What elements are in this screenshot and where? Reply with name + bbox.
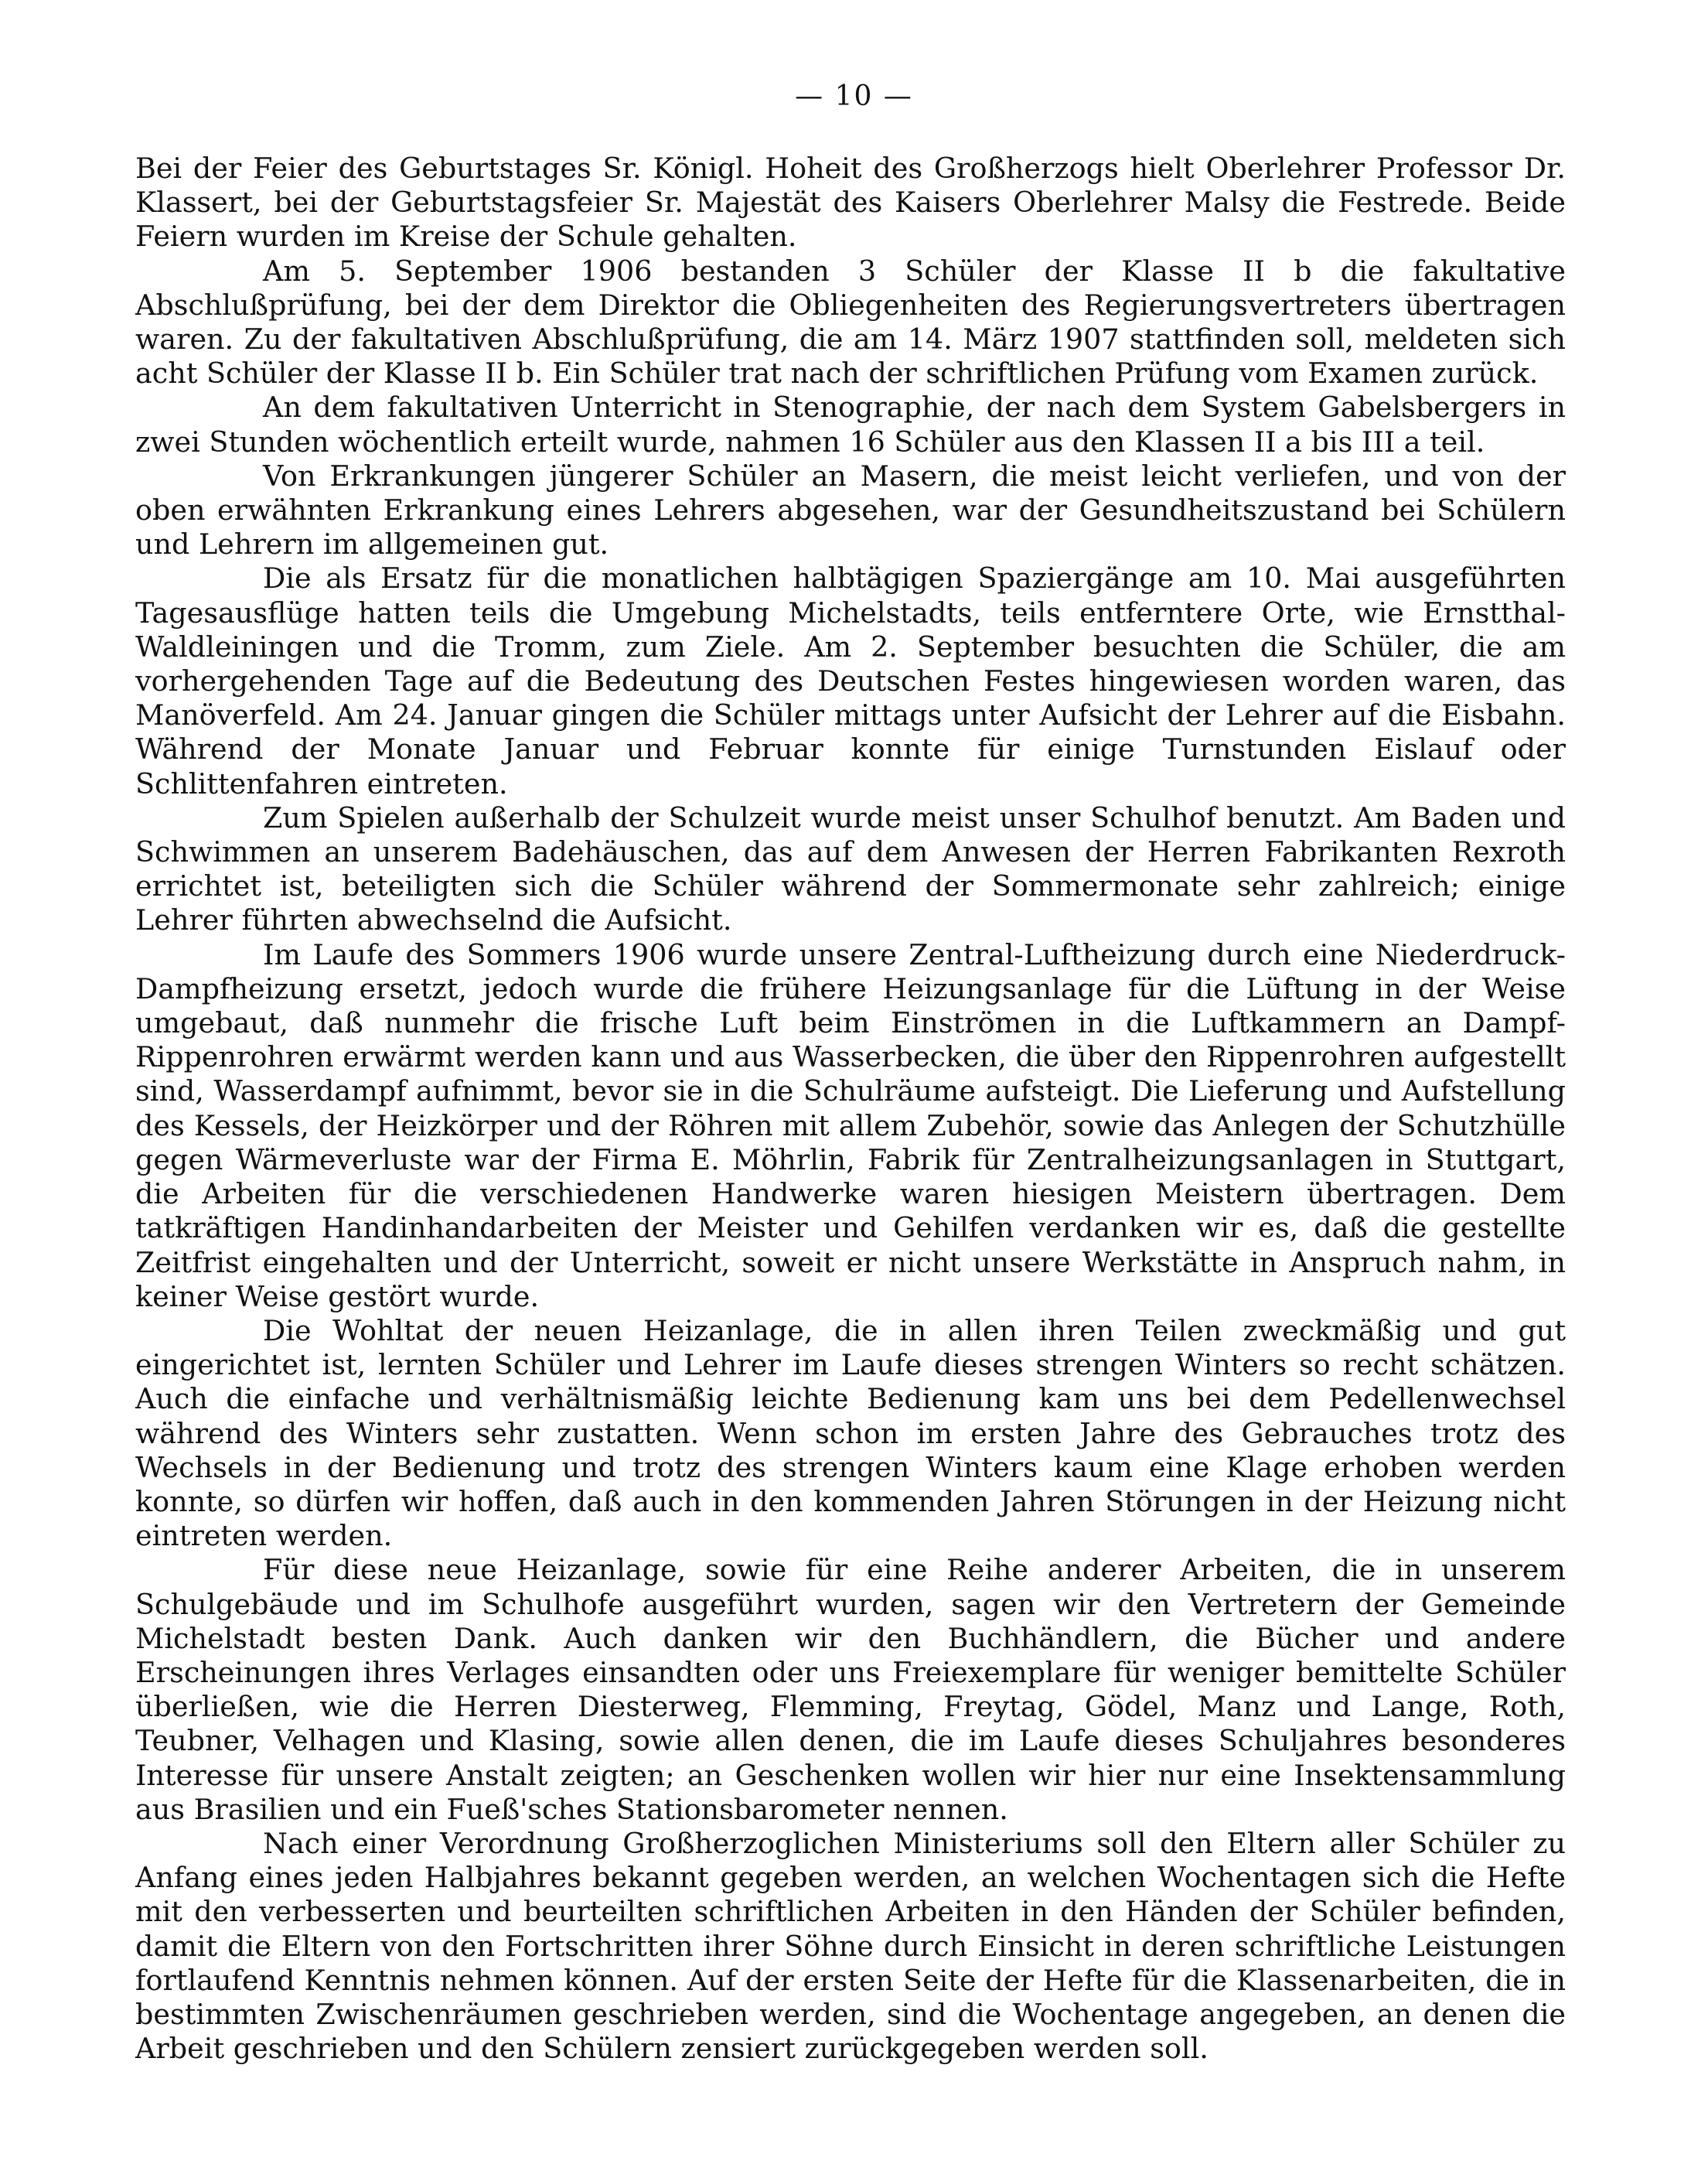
paragraph-heating-benefits: Die Wohltat der neuen Heizanlage, die in allen ihren Teilen zweckmäßig und gut eingerichtet ist, lernten Schüler und Lehrer im Laufe dieses strengen Winters so recht schätzen. Auch die einfache und verhältnismäßig leichte Bedienung kam uns bei dem Pedellenwechsel während des Winters sehr zustatten. Wenn schon im ersten Jahre des Gebrauches trotz des Wechsels in der Bedienung und trotz des strengen Winters kaum eine Klage erhoben werden konnte, so dürfen wir hoffen, daß auch in den kommenden Jahren Störungen in der Heizung nicht eintreten werden.: [135, 1313, 1566, 1553]
paragraph-sports-swimming: Zum Spielen außerhalb der Schulzeit wurde meist unser Schulhof benutzt. Am Baden und Schwimmen an unserem Badehäuschen, das auf dem Anwesen der Herren Fabrikanten Rexroth errichtet ist, beteiligten sich die Schüler während der Sommermonate sehr zahlreich; einige Lehrer führten abwechselnd die Aufsicht.: [135, 800, 1566, 937]
page-number: — 10 —: [795, 80, 913, 112]
paragraph-ministry-ordinance: Nach einer Verordnung Großherzoglichen Ministeriums soll den Eltern aller Schüler zu Anfang eines jeden Halbjahres bekannt gegeben werden, an welchen Wochentagen sich die Hefte mit den verbesserten und beurteilten schriftlichen Arbeiten in den Händen der Schüler befinden, damit die Eltern von den Fortschritten ihrer Söhne durch Einsicht in deren schriftliche Leistungen fortlaufend Kenntnis nehmen können. Auf der ersten Seite der Hefte für die Klassenarbeiten, die in bestimmten Zwischenräumen geschrieben werden, sind die Wochentage angegeben, an denen die Arbeit geschrieben und den Schülern zensiert zurückgegeben werden soll.: [135, 1826, 1566, 2066]
paragraph-health: Von Erkrankungen jüngerer Schüler an Masern, die meist leicht verliefen, und von der oben erwähnten Erkrankung eines Lehrers abgesehen, war der Gesundheitszustand bei Schülern und Lehrern im allgemeinen gut.: [135, 459, 1566, 561]
paragraph-excursions: Die als Ersatz für die monatlichen halbtägigen Spaziergänge am 10. Mai ausgeführten Tagesausflüge hatten teils die Umgebung Michelstadts, teils entferntere Orte, wie Ernstthal-Waldleiningen und die Tromm, zum Ziele. Am 2. September besuchten die Schüler, die am vorhergehenden Tage auf die Bedeutung des Deutschen Festes hingewiesen worden waren, das Manöverfeld. Am 24. Januar gingen die Schüler mittags unter Aufsicht der Lehrer auf die Eisbahn. Während der Monate Januar und Februar konnte für einige Turnstunden Eislauf oder Schlittenfahren eintreten.: [135, 561, 1566, 800]
body-text: [135, 152, 1566, 2066]
paragraph-final-examination: Am 5. September 1906 bestanden 3 Schüler der Klasse II b die fakultative Abschlußprüfung, bei der dem Direktor die Obliegenheiten des Regierungsvertreters übertragen waren. Zu der fakultativen Abschlußprüfung, die am 14. März 1907 stattfinden soll, meldeten sich acht Schüler der Klasse II b. Ein Schüler trat nach der schriftlichen Prüfung vom Examen zurück.: [135, 254, 1566, 391]
paragraph-acknowledgements: Für diese neue Heizanlage, sowie für eine Reihe anderer Arbeiten, die in unserem Schulgebäude und im Schulhofe ausgeführt wurden, sagen wir den Vertretern der Gemeinde Michelstadt besten Dank. Auch danken wir den Buchhändlern, die Bücher und andere Erscheinungen ihres Verlages einsandten oder uns Freiexemplare für weniger bemittelte Schüler überließen, wie die Herren Diesterweg, Flemming, Freytag, Gödel, Manz und Lange, Roth, Teubner, Velhagen und Klasing, sowie allen denen, die im Laufe dieses Schuljahres besonderes Interesse für unsere Anstalt zeigten; an Geschenken wollen wir hier nur eine Insektensammlung aus Brasilien und ein Fueß'sches Stationsbarometer nennen.: [135, 1553, 1566, 1826]
paragraph-stenography: An dem fakultativen Unterricht in Stenographie, der nach dem System Gabelsbergers in zwei Stunden wöchentlich erteilt wurde, nahmen 16 Schüler aus den Klassen II a bis III a teil.: [135, 391, 1566, 459]
paragraph-heating-installation: Im Laufe des Sommers 1906 wurde unsere Zentral-Luftheizung durch eine Niederdruck-Dampfheizung ersetzt, jedoch wurde die frühere Heizungsanlage für die Lüftung in der Weise umgebaut, daß nunmehr die frische Luft beim Einströmen in die Luftkammern an Dampf-Rippenrohren erwärmt werden kann und aus Wasserbecken, die über den Rippenrohren aufgestellt sind, Wasserdampf aufnimmt, bevor sie in die Schulräume aufsteigt. Die Lieferung und Aufstellung des Kessels, der Heizkörper und der Röhren mit allem Zubehör, sowie das Anlegen der Schutzhülle gegen Wärmeverluste war der Firma E. Möhrlin, Fabrik für Zentralheizungsanlagen in Stuttgart, die Arbeiten für die verschiedenen Handwerke waren hiesigen Meistern übertragen. Dem tatkräftigen Handinhandarbeiten der Meister und Gehilfen verdanken wir es, daß die gestellte Zeitfrist eingehalten und der Unterricht, soweit er nicht unsere Werkstätte in Anspruch nahm, in keiner Weise gestört wurde.: [135, 937, 1566, 1313]
paragraph-birthday-celebrations: Bei der Feier des Geburtstages Sr. Königl. Hoheit des Großherzogs hielt Oberlehrer Professor Dr. Klassert, bei der Geburtstagsfeier Sr. Majestät des Kaisers Oberlehrer Malsy die Festrede. Beide Feiern wurden im Kreise der Schule gehalten.: [135, 152, 1566, 254]
